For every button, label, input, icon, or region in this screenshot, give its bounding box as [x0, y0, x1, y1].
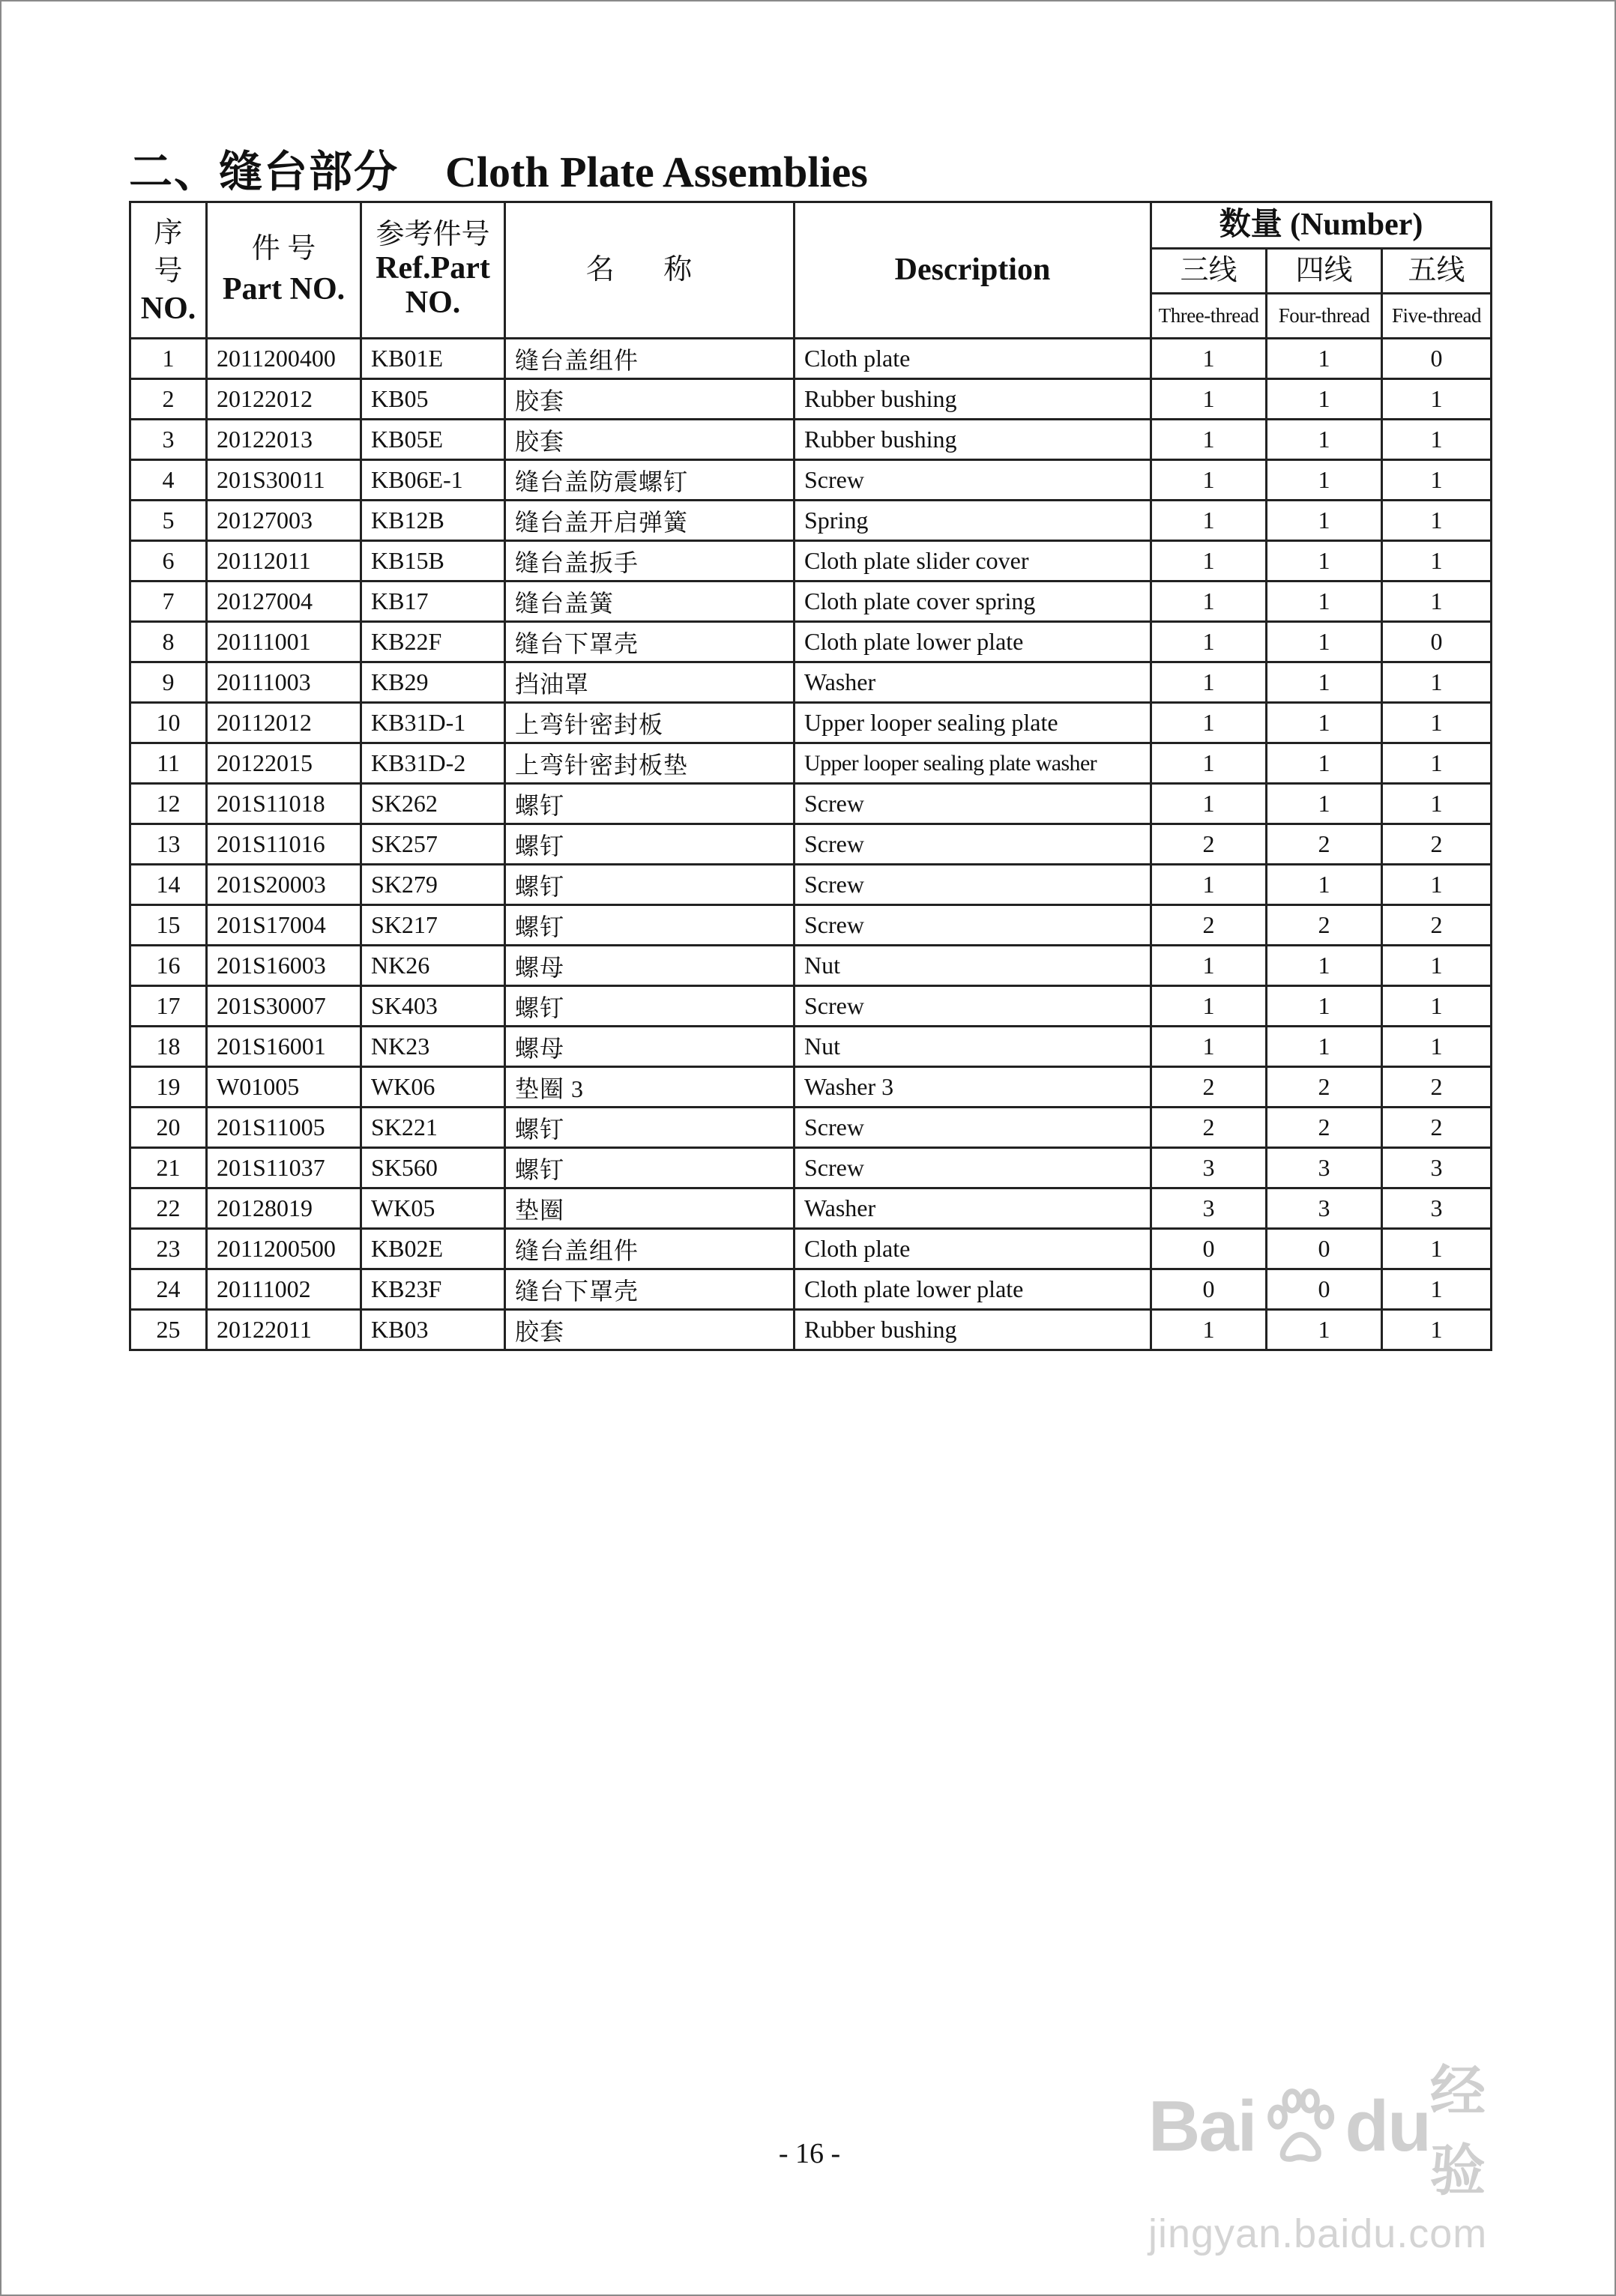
cell-four-thread: 1: [1267, 1027, 1382, 1067]
cell-part-no: 2011200500: [207, 1229, 361, 1269]
cell-three-thread: 3: [1151, 1188, 1267, 1229]
cell-four-thread: 1: [1267, 541, 1382, 581]
cell-name-cn: 胶套: [505, 379, 795, 420]
cell-no: 5: [130, 501, 207, 541]
cell-no: 6: [130, 541, 207, 581]
cell-five-thread: 1: [1382, 986, 1492, 1027]
cell-ref-part: SK221: [361, 1108, 505, 1148]
cell-name-cn: 螺母: [505, 946, 795, 986]
table-row: [130, 1229, 1492, 1269]
cell-four-thread: 1: [1267, 501, 1382, 541]
cell-ref-part: WK05: [361, 1188, 505, 1229]
cell-four-thread: 2: [1267, 905, 1382, 946]
cell-five-thread: 1: [1382, 1269, 1492, 1310]
cell-ref-part: KB12B: [361, 501, 505, 541]
header-part-no: [207, 202, 361, 339]
cell-name-cn: 缝台盖组件: [505, 339, 795, 379]
cell-five-thread: 2: [1382, 1108, 1492, 1148]
cell-description: Screw: [795, 824, 1151, 865]
watermark-logo: [1148, 2047, 1538, 2206]
section-title-en: Cloth Plate Assemblies: [445, 148, 868, 196]
cell-no: 22: [130, 1188, 207, 1229]
header-description: Description: [795, 202, 1151, 339]
page-number: - 16 -: [778, 2138, 841, 2169]
table-row: [130, 541, 1492, 581]
cell-five-thread: 0: [1382, 622, 1492, 662]
cell-four-thread: 1: [1267, 379, 1382, 420]
cell-four-thread: 1: [1267, 743, 1382, 784]
cell-no: 23: [130, 1229, 207, 1269]
cell-description: Screw: [795, 1148, 1151, 1188]
cell-no: 21: [130, 1148, 207, 1188]
cell-three-thread: 1: [1151, 703, 1267, 743]
cell-ref-part: KB22F: [361, 622, 505, 662]
cell-three-thread: 1: [1151, 581, 1267, 622]
cell-three-thread: 1: [1151, 541, 1267, 581]
header-seq-en: NO.: [140, 291, 196, 326]
cell-five-thread: 1: [1382, 581, 1492, 622]
header-seq-cn: 序号: [154, 217, 183, 288]
cell-description: Screw: [795, 460, 1151, 501]
header-ref-en1: Ref.Part: [376, 251, 490, 286]
cell-three-thread: 1: [1151, 1310, 1267, 1350]
cell-no: 25: [130, 1310, 207, 1350]
header-ref-en2: NO.: [405, 286, 461, 321]
cell-part-no: 20122012: [207, 379, 361, 420]
cell-no: 9: [130, 662, 207, 703]
cell-five-thread: 1: [1382, 1027, 1492, 1067]
cell-three-thread: 2: [1151, 1067, 1267, 1108]
cell-part-no: 20127003: [207, 501, 361, 541]
table-row: [130, 1067, 1492, 1108]
table-row: [130, 743, 1492, 784]
cell-name-cn: 缝台下罩壳: [505, 622, 795, 662]
cell-ref-part: SK403: [361, 986, 505, 1027]
cell-five-thread: 0: [1382, 339, 1492, 379]
table-row: [130, 865, 1492, 905]
cell-three-thread: 1: [1151, 986, 1267, 1027]
cell-five-thread: 1: [1382, 1229, 1492, 1269]
watermark-brand: Bai: [1148, 2086, 1256, 2166]
header-part-en: Part NO.: [222, 272, 346, 307]
cell-description: Cloth plate slider cover: [795, 541, 1151, 581]
cell-five-thread: 1: [1382, 420, 1492, 460]
cell-description: Screw: [795, 905, 1151, 946]
cell-four-thread: 1: [1267, 703, 1382, 743]
cell-no: 16: [130, 946, 207, 986]
cell-three-thread: 0: [1151, 1269, 1267, 1310]
header-part-cn: 件 号: [251, 232, 316, 265]
cell-description: Screw: [795, 865, 1151, 905]
cell-ref-part: SK560: [361, 1148, 505, 1188]
cell-five-thread: 1: [1382, 662, 1492, 703]
cell-five-thread: 1: [1382, 946, 1492, 986]
cell-name-cn: 挡油罩: [505, 662, 795, 703]
table-row: [130, 339, 1492, 379]
header-three-cn: 三线: [1151, 249, 1267, 294]
table-row: [130, 784, 1492, 824]
table-row: [130, 501, 1492, 541]
cell-five-thread: 1: [1382, 743, 1492, 784]
cell-three-thread: 1: [1151, 946, 1267, 986]
cell-description: Rubber bushing: [795, 379, 1151, 420]
cell-no: 19: [130, 1067, 207, 1108]
cell-no: 20: [130, 1108, 207, 1148]
cell-part-no: 201S16003: [207, 946, 361, 986]
cell-three-thread: 1: [1151, 460, 1267, 501]
cell-four-thread: 1: [1267, 460, 1382, 501]
table-row: [130, 1027, 1492, 1067]
table-row: [130, 1108, 1492, 1148]
cell-part-no: 201S11005: [207, 1108, 361, 1148]
cell-three-thread: 1: [1151, 784, 1267, 824]
cell-name-cn: 缝台盖防震螺钉: [505, 460, 795, 501]
cell-no: 24: [130, 1269, 207, 1310]
cell-three-thread: 3: [1151, 1148, 1267, 1188]
cell-part-no: 201S11037: [207, 1148, 361, 1188]
cell-four-thread: 1: [1267, 784, 1382, 824]
table-row: [130, 905, 1492, 946]
cell-four-thread: 0: [1267, 1229, 1382, 1269]
cell-name-cn: 螺钉: [505, 1148, 795, 1188]
cell-ref-part: KB06E-1: [361, 460, 505, 501]
cell-five-thread: 1: [1382, 865, 1492, 905]
table-row: [130, 379, 1492, 420]
header-seq: [130, 202, 207, 339]
cell-five-thread: 1: [1382, 784, 1492, 824]
cell-description: Cloth plate lower plate: [795, 622, 1151, 662]
cell-name-cn: 缝台盖簧: [505, 581, 795, 622]
cell-three-thread: 1: [1151, 379, 1267, 420]
cell-part-no: 20111003: [207, 662, 361, 703]
cell-name-cn: 缝台盖开启弹簧: [505, 501, 795, 541]
table-row: [130, 581, 1492, 622]
header-ref-part: [361, 202, 505, 339]
cell-four-thread: 1: [1267, 662, 1382, 703]
cell-part-no: 20111002: [207, 1269, 361, 1310]
paw-icon: [1260, 2085, 1340, 2168]
table-row: [130, 622, 1492, 662]
cell-no: 11: [130, 743, 207, 784]
cell-five-thread: 1: [1382, 541, 1492, 581]
cell-part-no: 20112012: [207, 703, 361, 743]
cell-part-no: 20122015: [207, 743, 361, 784]
table-row: [130, 420, 1492, 460]
cell-part-no: 201S20003: [207, 865, 361, 905]
table-row: [130, 460, 1492, 501]
cell-ref-part: KB23F: [361, 1269, 505, 1310]
cell-description: Nut: [795, 946, 1151, 986]
cell-five-thread: 1: [1382, 1310, 1492, 1350]
cell-four-thread: 1: [1267, 581, 1382, 622]
header-name-cn: 名 称: [505, 202, 795, 339]
cell-part-no: 201S16001: [207, 1027, 361, 1067]
cell-part-no: 20122013: [207, 420, 361, 460]
cell-four-thread: 3: [1267, 1188, 1382, 1229]
cell-description: Screw: [795, 784, 1151, 824]
cell-ref-part: SK279: [361, 865, 505, 905]
cell-ref-part: NK26: [361, 946, 505, 986]
cell-four-thread: 0: [1267, 1269, 1382, 1310]
cell-name-cn: 胶套: [505, 420, 795, 460]
cell-ref-part: SK217: [361, 905, 505, 946]
cell-three-thread: 1: [1151, 865, 1267, 905]
cell-ref-part: SK257: [361, 824, 505, 865]
cell-description: Cloth plate lower plate: [795, 1269, 1151, 1310]
cell-ref-part: KB05E: [361, 420, 505, 460]
cell-three-thread: 1: [1151, 1027, 1267, 1067]
cell-five-thread: 1: [1382, 703, 1492, 743]
header-ref-cn: 参考件号: [376, 219, 490, 251]
cell-part-no: W01005: [207, 1067, 361, 1108]
cell-ref-part: SK262: [361, 784, 505, 824]
cell-description: Spring: [795, 501, 1151, 541]
cell-description: Screw: [795, 1108, 1151, 1148]
cell-name-cn: 螺钉: [505, 784, 795, 824]
cell-part-no: 201S30011: [207, 460, 361, 501]
cell-four-thread: 1: [1267, 986, 1382, 1027]
cell-name-cn: 螺钉: [505, 986, 795, 1027]
cell-four-thread: 1: [1267, 622, 1382, 662]
cell-part-no: 201S11016: [207, 824, 361, 865]
cell-name-cn: 螺钉: [505, 865, 795, 905]
cell-four-thread: 2: [1267, 1067, 1382, 1108]
table-row: [130, 703, 1492, 743]
cell-no: 15: [130, 905, 207, 946]
cell-five-thread: 1: [1382, 379, 1492, 420]
cell-name-cn: 上弯针密封板垫: [505, 743, 795, 784]
cell-four-thread: 1: [1267, 420, 1382, 460]
cell-ref-part: KB03: [361, 1310, 505, 1350]
cell-three-thread: 1: [1151, 420, 1267, 460]
table-row: [130, 946, 1492, 986]
cell-part-no: 20128019: [207, 1188, 361, 1229]
header-number-group: 数量 (Number): [1151, 202, 1492, 249]
cell-ref-part: WK06: [361, 1067, 505, 1108]
cell-name-cn: 螺钉: [505, 1108, 795, 1148]
cell-five-thread: 2: [1382, 905, 1492, 946]
cell-three-thread: 2: [1151, 905, 1267, 946]
cell-description: Nut: [795, 1027, 1151, 1067]
cell-description: Cloth plate: [795, 1229, 1151, 1269]
baidu-watermark: [1148, 2047, 1538, 2256]
cell-description: Upper looper sealing plate washer: [795, 743, 1151, 784]
cell-no: 7: [130, 581, 207, 622]
cell-ref-part: KB01E: [361, 339, 505, 379]
cell-four-thread: 1: [1267, 946, 1382, 986]
cell-five-thread: 3: [1382, 1148, 1492, 1188]
cell-three-thread: 0: [1151, 1229, 1267, 1269]
cell-five-thread: 2: [1382, 824, 1492, 865]
cell-three-thread: 1: [1151, 622, 1267, 662]
cell-description: Cloth plate: [795, 339, 1151, 379]
cell-four-thread: 2: [1267, 824, 1382, 865]
table-body: [130, 339, 1492, 1350]
cell-ref-part: KB02E: [361, 1229, 505, 1269]
cell-three-thread: 1: [1151, 339, 1267, 379]
cell-no: 8: [130, 622, 207, 662]
parts-table: [129, 201, 1492, 1351]
cell-name-cn: 垫圈: [505, 1188, 795, 1229]
cell-description: Washer: [795, 662, 1151, 703]
table-header: [130, 202, 1492, 339]
cell-no: 1: [130, 339, 207, 379]
cell-name-cn: 胶套: [505, 1310, 795, 1350]
cell-name-cn: 缝台下罩壳: [505, 1269, 795, 1310]
cell-part-no: 201S11018: [207, 784, 361, 824]
watermark-cn: 经验: [1429, 2059, 1486, 2203]
cell-part-no: 20112011: [207, 541, 361, 581]
cell-part-no: 20127004: [207, 581, 361, 622]
cell-no: 10: [130, 703, 207, 743]
cell-name-cn: 缝台盖扳手: [505, 541, 795, 581]
cell-part-no: 201S30007: [207, 986, 361, 1027]
table-row: [130, 1188, 1492, 1229]
cell-four-thread: 1: [1267, 339, 1382, 379]
cell-five-thread: 1: [1382, 501, 1492, 541]
cell-ref-part: KB15B: [361, 541, 505, 581]
cell-four-thread: 1: [1267, 1310, 1382, 1350]
section-title: [129, 136, 868, 199]
cell-three-thread: 2: [1151, 824, 1267, 865]
cell-four-thread: 2: [1267, 1108, 1382, 1148]
cell-part-no: 20122011: [207, 1310, 361, 1350]
cell-three-thread: 1: [1151, 743, 1267, 784]
watermark-brand2: du: [1345, 2086, 1430, 2166]
header-five-en: Five-thread: [1382, 294, 1492, 339]
cell-part-no: 201S17004: [207, 905, 361, 946]
cell-three-thread: 1: [1151, 501, 1267, 541]
cell-no: 18: [130, 1027, 207, 1067]
table-row: [130, 1310, 1492, 1350]
cell-no: 2: [130, 379, 207, 420]
table-row: [130, 1269, 1492, 1310]
cell-four-thread: 3: [1267, 1148, 1382, 1188]
table-row: [130, 1148, 1492, 1188]
cell-no: 4: [130, 460, 207, 501]
cell-no: 3: [130, 420, 207, 460]
cell-description: Rubber bushing: [795, 420, 1151, 460]
cell-name-cn: 上弯针密封板: [505, 703, 795, 743]
cell-ref-part: KB29: [361, 662, 505, 703]
cell-three-thread: 1: [1151, 662, 1267, 703]
cell-description: Upper looper sealing plate: [795, 703, 1151, 743]
cell-three-thread: 2: [1151, 1108, 1267, 1148]
cell-five-thread: 2: [1382, 1067, 1492, 1108]
cell-name-cn: 螺钉: [505, 824, 795, 865]
cell-no: 13: [130, 824, 207, 865]
cell-four-thread: 1: [1267, 865, 1382, 905]
table-row: [130, 986, 1492, 1027]
header-five-cn: 五线: [1382, 249, 1492, 294]
cell-description: Rubber bushing: [795, 1310, 1151, 1350]
section-title-cn: 二、缝台部分: [129, 148, 400, 196]
cell-no: 12: [130, 784, 207, 824]
cell-description: Cloth plate cover spring: [795, 581, 1151, 622]
cell-no: 14: [130, 865, 207, 905]
cell-part-no: 20111001: [207, 622, 361, 662]
cell-ref-part: KB17: [361, 581, 505, 622]
cell-description: Washer 3: [795, 1067, 1151, 1108]
cell-name-cn: 缝台盖组件: [505, 1229, 795, 1269]
cell-description: Screw: [795, 986, 1151, 1027]
cell-description: Washer: [795, 1188, 1151, 1229]
cell-five-thread: 3: [1382, 1188, 1492, 1229]
cell-part-no: 2011200400: [207, 339, 361, 379]
cell-no: 17: [130, 986, 207, 1027]
watermark-url: jingyan.baidu.com: [1148, 2211, 1488, 2256]
cell-five-thread: 1: [1382, 460, 1492, 501]
cell-ref-part: KB31D-2: [361, 743, 505, 784]
cell-name-cn: 垫圈 3: [505, 1067, 795, 1108]
header-four-cn: 四线: [1267, 249, 1382, 294]
table-row: [130, 662, 1492, 703]
header-three-en: Three-thread: [1151, 294, 1267, 339]
header-four-en: Four-thread: [1267, 294, 1382, 339]
cell-name-cn: 螺母: [505, 1027, 795, 1067]
cell-name-cn: 螺钉: [505, 905, 795, 946]
cell-ref-part: NK23: [361, 1027, 505, 1067]
table-row: [130, 824, 1492, 865]
cell-ref-part: KB31D-1: [361, 703, 505, 743]
cell-ref-part: KB05: [361, 379, 505, 420]
